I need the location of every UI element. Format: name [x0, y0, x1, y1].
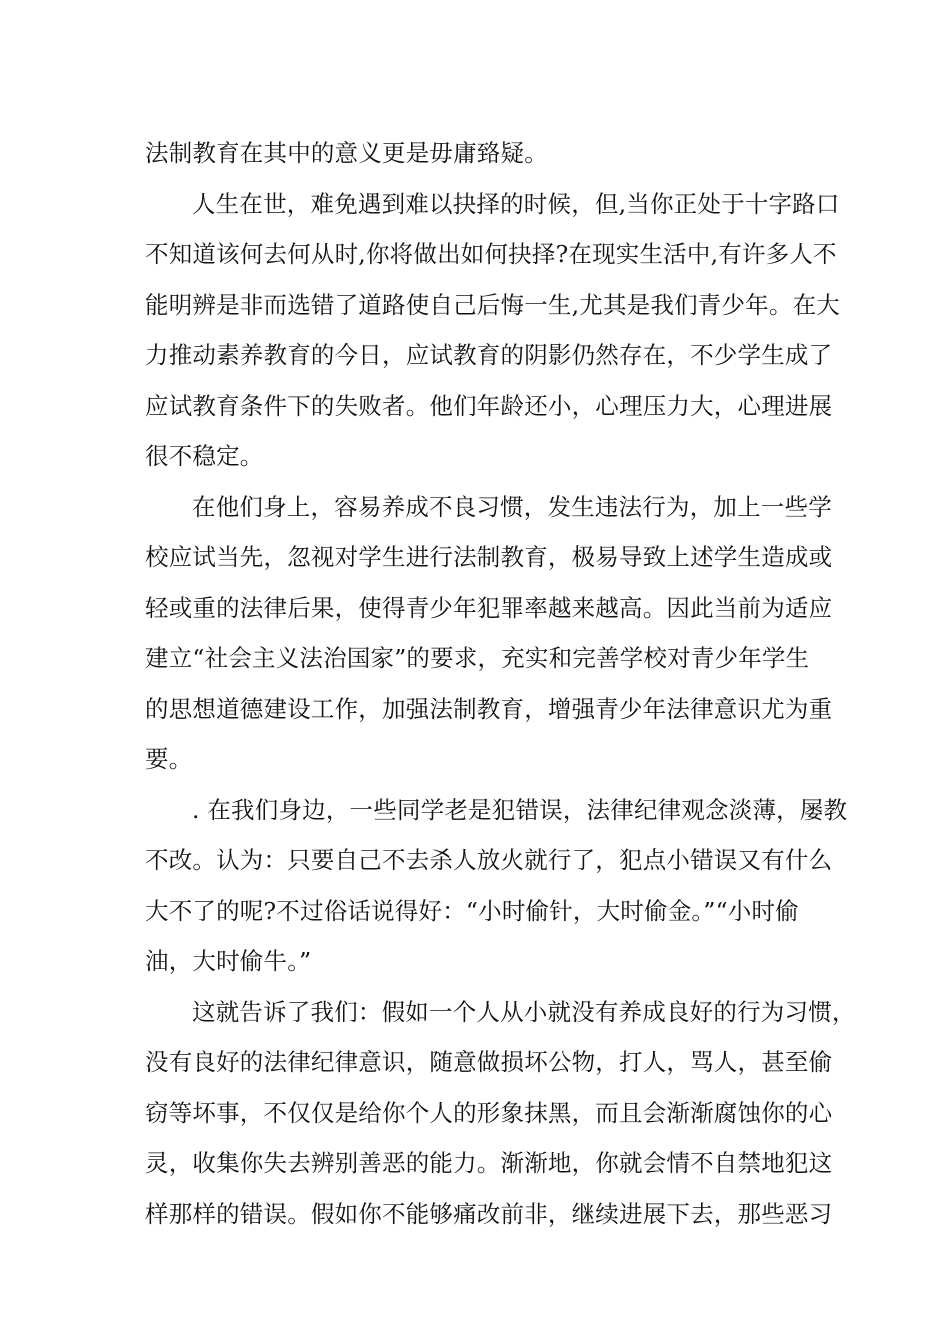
text-line: 建立“社会主义法治国家”的要求，充实和完善学校对青少年学生 — [145, 644, 810, 672]
text-line: 不知道该何去何从时,你将做出如何抉择?在现实生活中,有许多人不 — [145, 240, 837, 268]
paragraph-first-line: 这就告诉了我们：假如一个人从小就没有养成良好的行为习惯， — [192, 997, 856, 1026]
text-line: 灵，收集你失去辨别善恶的能力。渐渐地，你就会情不自禁地犯这 — [145, 1149, 833, 1177]
text-line: 的思想道德建设工作，加强法制教育，增强青少年法律意识尤为重 — [145, 694, 833, 723]
text-line: 轻或重的法律后果，使得青少年犯罪率越来越高。因此当前为适应 — [145, 593, 833, 622]
text-line: 没有良好的法律纪律意识，随意做损坏公物，打人，骂人，甚至偷 — [145, 1048, 833, 1076]
paragraph-first-line: . 在我们身边，一些同学老是犯错误，法律纪律观念淡薄，屡教 — [192, 795, 848, 824]
text-line: 校应试当先，忽视对学生进行法制教育，极易导致上述学生造成或 — [145, 543, 833, 571]
text-line: 窃等坏事，不仅仅是给你个人的形象抹黑，而且会渐渐腐蚀你的心 — [145, 1098, 833, 1127]
text-line: 油，大时偷牛。” — [145, 947, 312, 975]
text-line: 很不稳定。 — [145, 442, 264, 470]
text-line: 大不了的呢?不过俗话说得好：“小时偷针，大时偷金。”“小时偷 — [145, 896, 799, 925]
text-line: 要。 — [145, 745, 193, 773]
paragraph-first-line: 人生在世，难免遇到难以抉择的时候，但,当你正处于十字路口 — [192, 189, 840, 218]
text-line: 不改。认为：只要自己不去杀人放火就行了，犯点小错误又有什么 — [145, 846, 833, 874]
paragraph-first-line: 在他们身上，容易养成不良习惯，发生违法行为，加上一些学 — [192, 492, 832, 521]
text-line: 力推动素养教育的今日，应试教育的阴影仍然存在，不少学生成了 — [145, 341, 833, 369]
text-line: 法制教育在其中的意义更是毋庸臵疑。 — [145, 139, 548, 167]
text-line: 样那样的错误。假如你不能够痛改前非，继续进展下去，那些恶习 — [145, 1199, 833, 1228]
text-line: 应试教育条件下的失败者。他们年龄还小，心理压力大，心理进展 — [145, 391, 833, 420]
document-body — [145, 128, 856, 1239]
text-line: 能明辨是非而选错了道路使自己后悔一生,尤其是我们青少年。在大 — [145, 290, 840, 319]
